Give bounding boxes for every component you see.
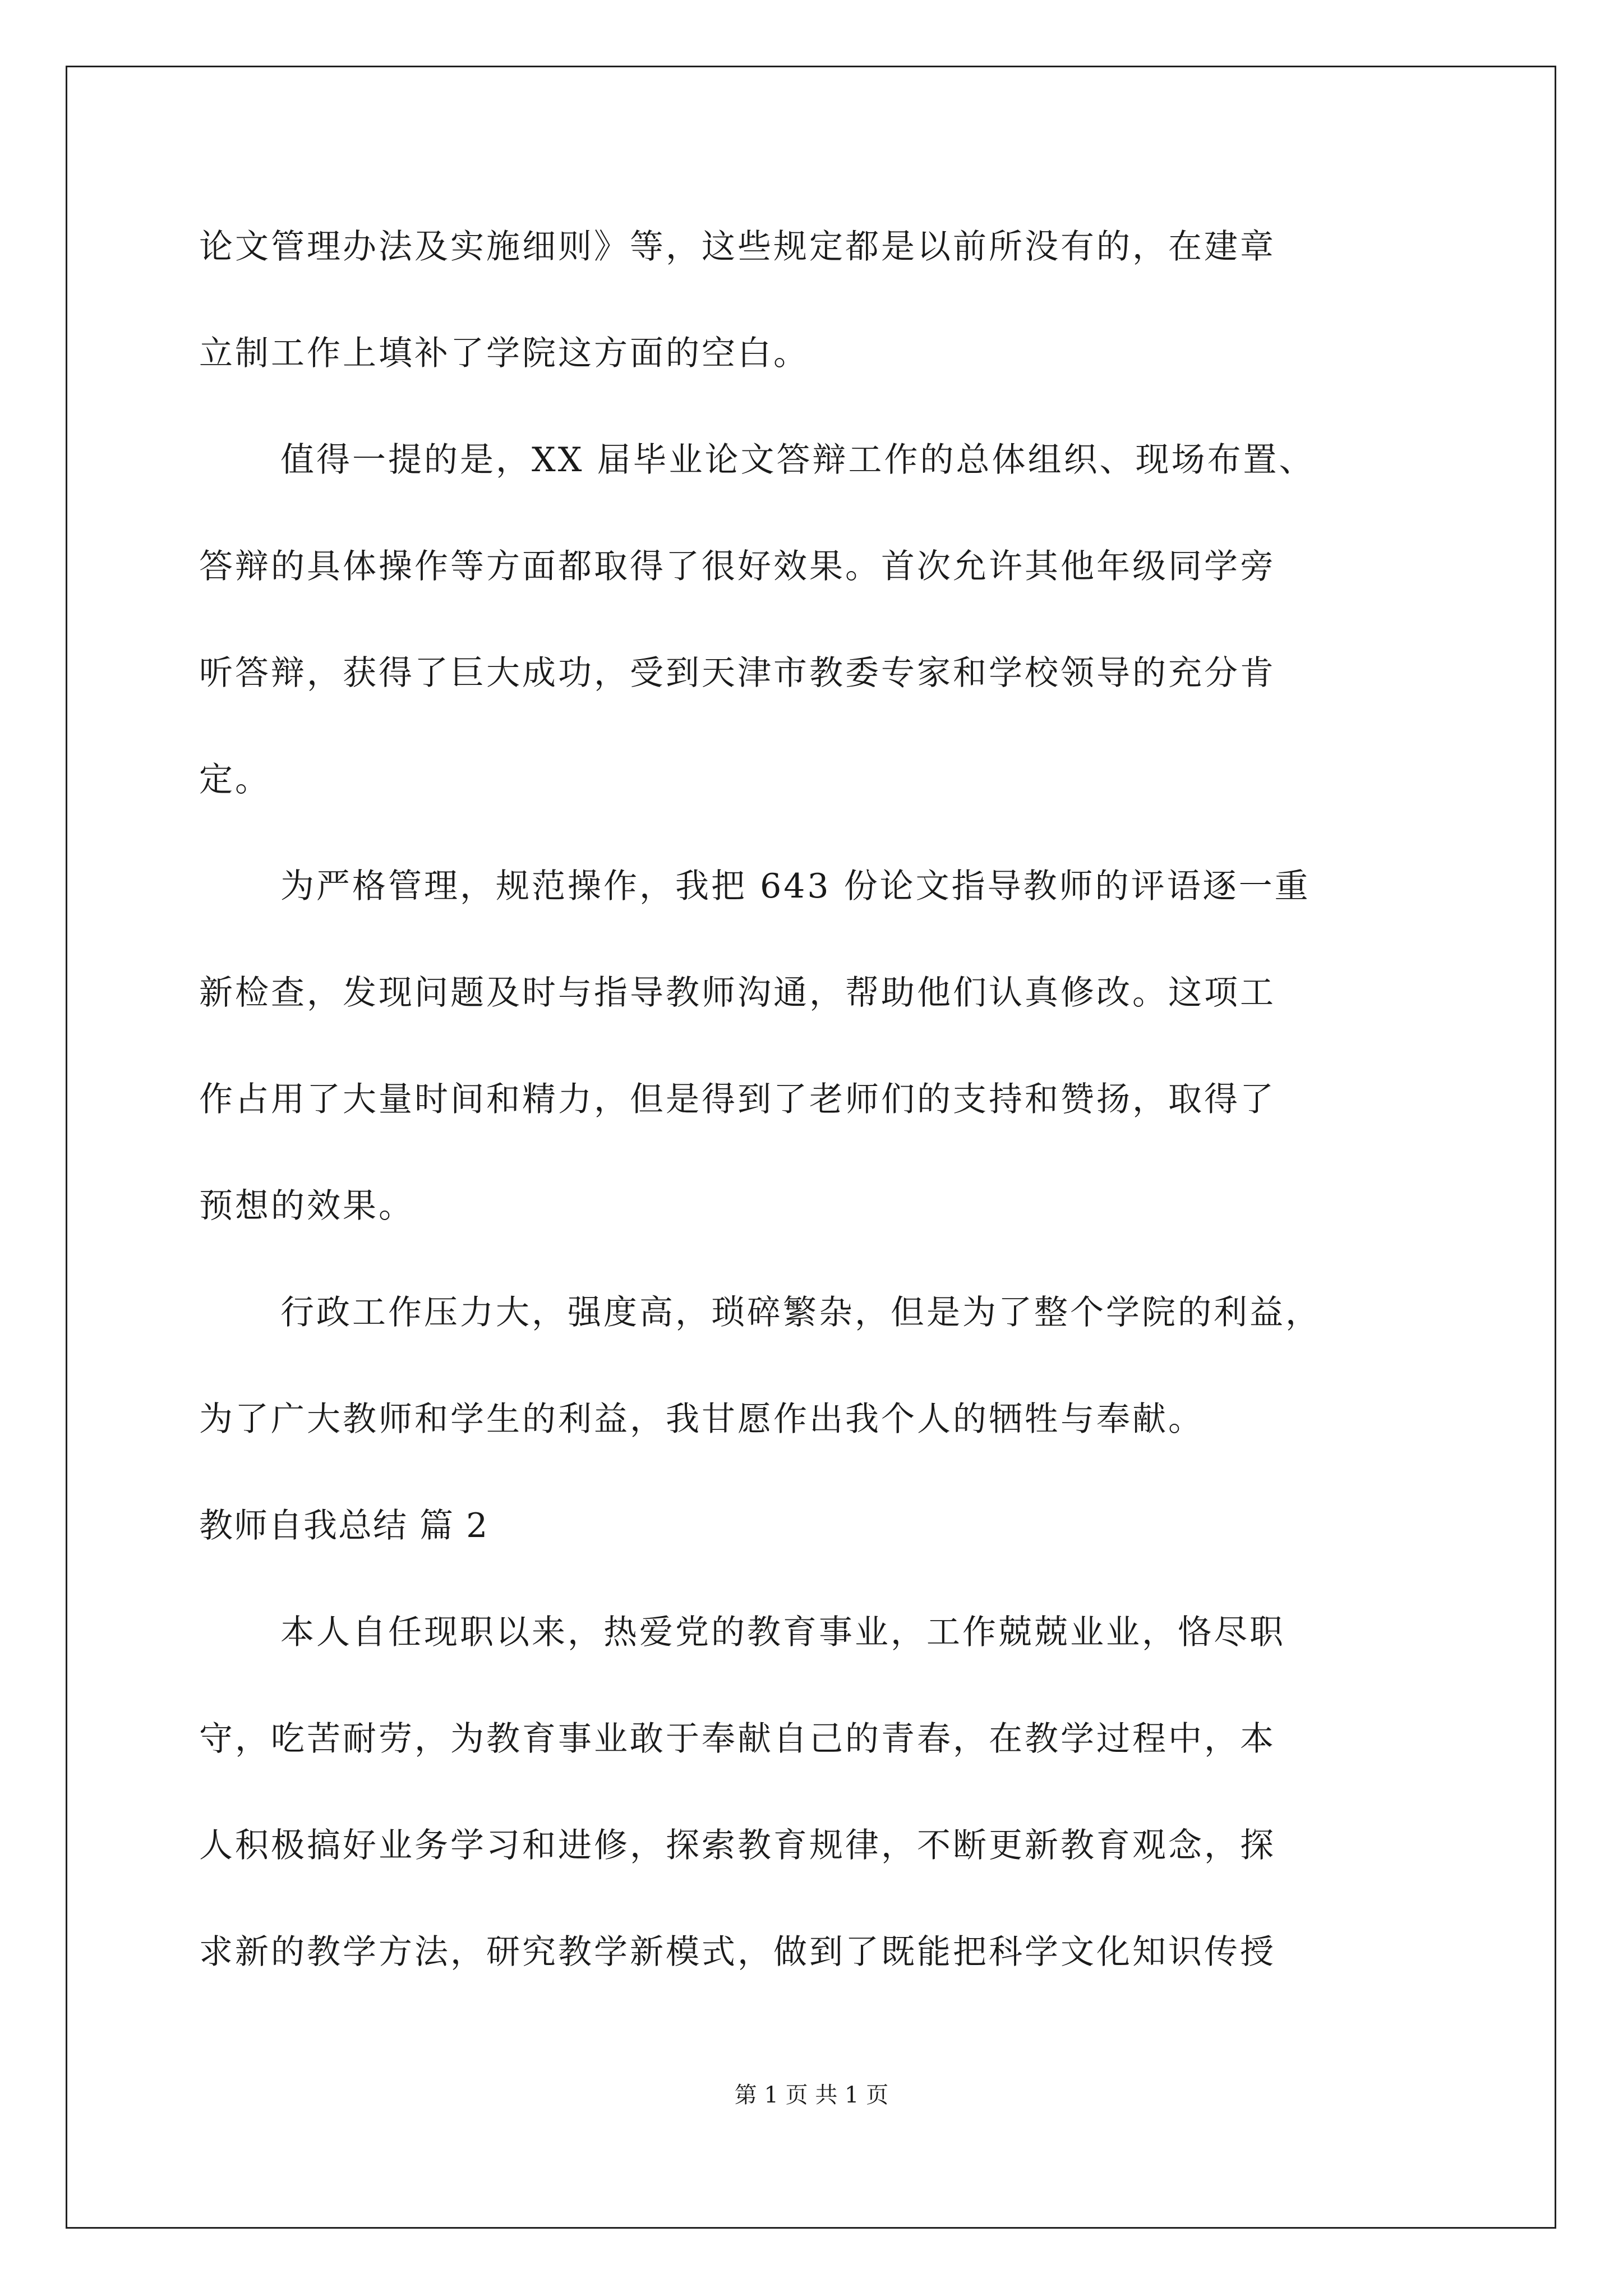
body-text-line: 预想的效果。 [199,1186,414,1226]
body-text-line: 定。 [199,760,271,799]
body-text-line: 人积极搞好业务学习和进修，探索教育规律，不断更新教育观念，探 [199,1826,1276,1865]
paragraph-first-line: 值得一提的是，XX 届毕业论文答辩工作的总体组织、现场布置、 [280,440,1315,480]
paragraph-first-line: 行政工作压力大，强度高，琐碎繁杂，但是为了整个学院的利益， [280,1293,1321,1332]
paragraph-first-line: 为严格管理，规范操作，我把 643 份论文指导教师的评语逐一重 [280,867,1311,906]
body-text-line: 新检查，发现问题及时与指导教师沟通，帮助他们认真修改。这项工 [199,973,1276,1013]
body-text-line: 答辩的具体操作等方面都取得了很好效果。首次允许其他年级同学旁 [199,547,1276,586]
body-text-line: 听答辩，获得了巨大成功，受到天津市教委专家和学校领导的充分肯 [199,654,1276,693]
body-text-line: 立制工作上填补了学院这方面的空白。 [199,334,809,373]
section-heading: 教师自我总结 篇 2 [199,1506,489,1545]
body-text-line: 为了广大教师和学生的利益，我甘愿作出我个人的牺牲与奉献。 [199,1400,1204,1439]
body-text-line: 论文管理办法及实施细则》等，这些规定都是以前所没有的，在建章 [199,227,1276,266]
page-border [66,66,1556,2229]
body-text-line: 求新的教学方法，研究教学新模式，做到了既能把科学文化知识传授 [199,1932,1276,1972]
body-text-line: 作占用了大量时间和精力，但是得到了老师们的支持和赞扬，取得了 [199,1080,1276,1119]
page-number-footer: 第 1 页 共 1 页 [734,2082,889,2108]
paragraph-first-line: 本人自任现职以来，热爱党的教育事业，工作兢兢业业，恪尽职 [280,1613,1285,1652]
body-text-line: 守，吃苦耐劳，为教育事业敢于奉献自己的青春，在教学过程中，本 [199,1719,1276,1759]
